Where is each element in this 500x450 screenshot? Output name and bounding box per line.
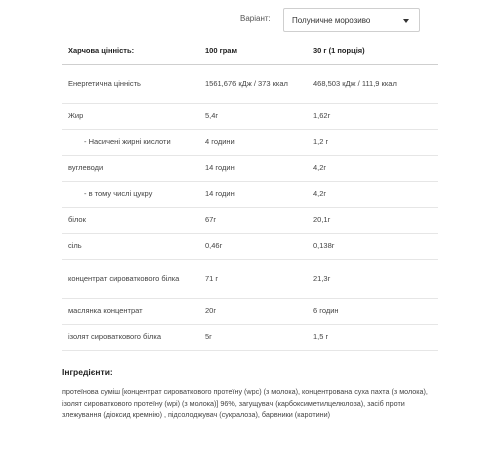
header-per-serving: 30 г (1 порція): [307, 38, 438, 64]
table-row: [62, 298, 438, 324]
row-per100: 71 г: [199, 259, 307, 298]
row-per100: 4 години: [199, 129, 307, 155]
row-per-serving: 1,62г: [307, 103, 438, 129]
table-row: [62, 155, 438, 181]
row-per-serving: 6 годин: [307, 298, 438, 324]
row-name: - Насичені жирні кислоти: [62, 129, 199, 155]
row-per-serving: 21,3г: [307, 259, 438, 298]
table-row: [62, 259, 438, 298]
row-name: ізолят сироваткового білка: [62, 324, 199, 350]
row-name: білок: [62, 207, 199, 233]
table-row: [62, 181, 438, 207]
row-per100: 67г: [199, 207, 307, 233]
row-name: Енергетична цінність: [62, 64, 199, 103]
table-row: [62, 64, 438, 103]
variant-select[interactable]: [283, 8, 420, 32]
row-name: сіль: [62, 233, 199, 259]
variant-row: [0, 8, 500, 32]
row-name: вуглеводи: [62, 155, 199, 181]
ingredients-text: протеїнова суміш [концентрат сироваткового протеїну (wpc) (з молока), концентрована суха пахта (з молока), ізолят сироваткового протеїну (wpi) (з молока)] 96%, загущувач (карбоксиметилцелюлоза), засіб проти злежування (діоксид кремнію) , підсолоджувач (сукралоза), барвники (каротини): [62, 387, 428, 419]
row-name: концентрат сироваткового білка: [62, 259, 199, 298]
row-per100: 20г: [199, 298, 307, 324]
variant-label: Варіант:: [240, 14, 271, 23]
row-per-serving: 1,2 г: [307, 129, 438, 155]
row-per100: 5,4г: [199, 103, 307, 129]
table-row: [62, 324, 438, 350]
row-per100: 14 годин: [199, 181, 307, 207]
variant-selected-value: Полуничне морозиво: [292, 16, 371, 25]
table-row: [62, 233, 438, 259]
table-row: [62, 129, 438, 155]
row-per-serving: 468,503 кДж / 111,9 ккал: [307, 64, 438, 103]
row-per-serving: 4,2г: [307, 155, 438, 181]
row-per100: 5г: [199, 324, 307, 350]
ingredients-title: Інгредієнти:: [62, 367, 113, 377]
header-per-100g: 100 грам: [199, 38, 307, 64]
row-per-serving: 20,1г: [307, 207, 438, 233]
row-per-serving: 1,5 г: [307, 324, 438, 350]
chevron-down-icon: [403, 19, 409, 23]
table-row: [62, 103, 438, 129]
row-name: - в тому числі цукру: [62, 181, 199, 207]
row-name: маслянка концентрат: [62, 298, 199, 324]
row-per100: 0,46г: [199, 233, 307, 259]
row-per100: 14 годин: [199, 155, 307, 181]
nutrition-table: [62, 38, 438, 351]
table-header-row: [62, 38, 438, 64]
row-per100: 1561,676 кДж / 373 ккал: [199, 64, 307, 103]
row-per-serving: 4,2г: [307, 181, 438, 207]
table-row: [62, 207, 438, 233]
row-per-serving: 0,138г: [307, 233, 438, 259]
header-nutrition-value: Харчова цінність:: [62, 38, 199, 64]
row-name: Жир: [62, 103, 199, 129]
